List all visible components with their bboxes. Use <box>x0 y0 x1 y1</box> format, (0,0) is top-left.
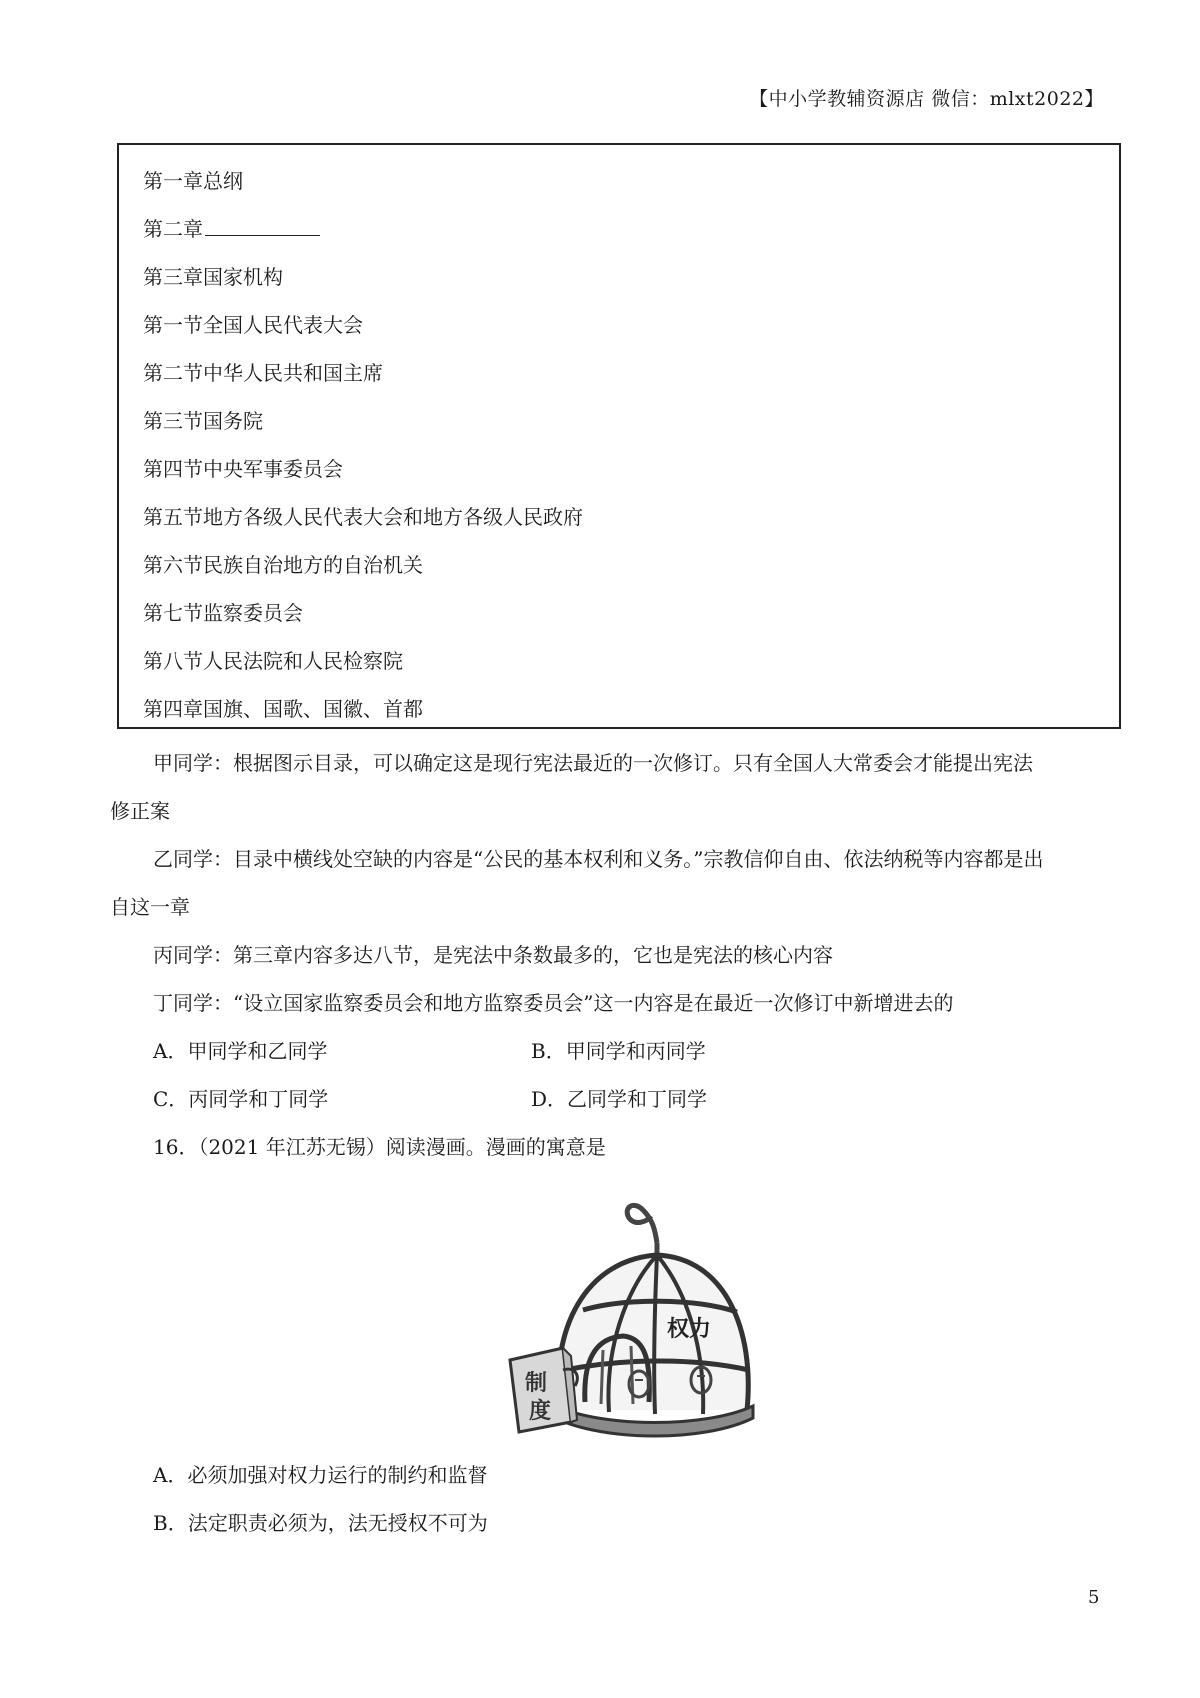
toc-line-label: 第二章 <box>143 217 203 241</box>
fill-in-blank-line <box>205 215 320 236</box>
q16-stem: 16．（2021 年江苏无锡）阅读漫画。漫画的寓意是 <box>153 1135 606 1159</box>
toc-line: 第二节中华人民共和国主席 <box>143 361 383 385</box>
page-number: 5 <box>1088 1587 1100 1608</box>
toc-line: 第八节人民法院和人民检察院 <box>143 649 403 673</box>
toc-line: 第四节中央军事委员会 <box>143 457 343 481</box>
toc-line: 第六节民族自治地方的自治机关 <box>143 553 423 577</box>
statement-bing: 丙同学：第三章内容多达八节，是宪法中条数最多的，它也是宪法的核心内容 <box>153 943 833 967</box>
toc-line-blank <box>143 213 320 242</box>
statement-ding: 丁同学：“设立国家监察委员会和地方监察委员会”这一内容是在最近一次修订中新增进去的 <box>153 991 954 1015</box>
statement-jia-line1: 甲同学：根据图示目录，可以确定这是现行宪法最近的一次修订。只有全国人大常委会才能提出宪法 <box>153 751 1033 775</box>
statement-yi-line1: 乙同学：目录中横线处空缺的内容是“公民的基本权利和义务。”宗教信仰自由、依法纳税等内容都是出 <box>153 847 1044 871</box>
q15-option-d: D．乙同学和丁同学 <box>531 1087 708 1111</box>
toc-line: 第一节全国人民代表大会 <box>143 313 363 337</box>
toc-line: 第一章总纲 <box>143 169 243 193</box>
header-watermark-note: 【中小学教辅资源店 微信：mlxt2022】 <box>749 88 1104 110</box>
cage-hook <box>627 1205 657 1243</box>
book-label-2: 度 <box>529 1399 552 1424</box>
statement-jia-line2: 修正案 <box>110 799 170 823</box>
toc-line: 第三节国务院 <box>143 409 263 433</box>
toc-line: 第三章国家机构 <box>143 265 283 289</box>
toc-line: 第五节地方各级人民代表大会和地方各级人民政府 <box>143 505 583 529</box>
birdcage-cartoon <box>505 1180 765 1440</box>
q15-option-b: B．甲同学和丙同学 <box>531 1039 706 1063</box>
q15-option-a: A．甲同学和乙同学 <box>153 1039 328 1063</box>
toc-line: 第七节监察委员会 <box>143 601 303 625</box>
constitution-table-of-contents <box>117 143 1121 729</box>
cage-door-bar <box>601 1350 603 1404</box>
book-label-1: 制 <box>525 1371 548 1396</box>
q16-option-a: A．必须加强对权力运行的制约和监督 <box>153 1463 488 1487</box>
statement-yi-line2: 自这一章 <box>110 895 190 919</box>
toc-line: 第四章国旗、国歌、国徽、首都 <box>143 697 423 721</box>
q16-option-b: B．法定职责必须为，法无授权不可为 <box>153 1511 488 1535</box>
cage-power-label: 权力 <box>667 1317 712 1342</box>
q15-option-c: C．丙同学和丁同学 <box>153 1087 329 1111</box>
